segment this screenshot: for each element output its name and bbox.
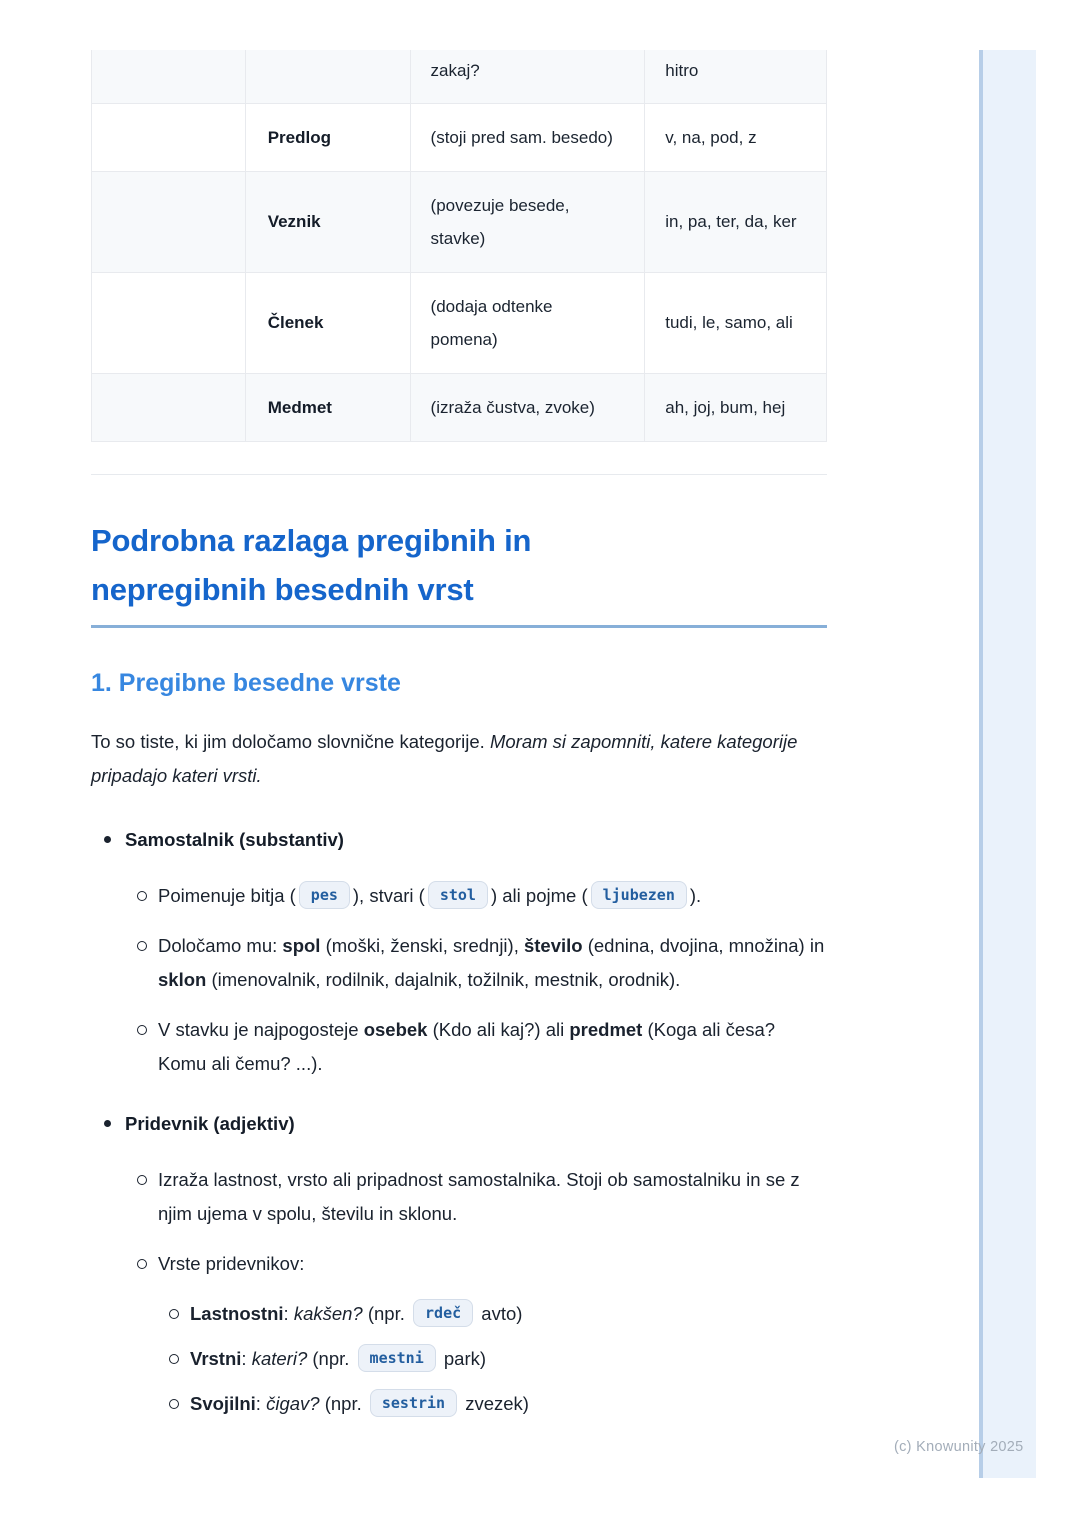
cell-description: (izraža čustva, zvoke) [410, 373, 645, 441]
cell-description: (stoji pred sam. besedo) [410, 103, 645, 171]
text-segment: : [255, 1392, 267, 1414]
text-segment: Lastnostni [190, 1302, 284, 1324]
cell-name [245, 50, 410, 103]
page-edge-strip [979, 50, 1036, 1478]
text-segment: To so tiste, ki jim določamo slovnične kategorije. [91, 730, 490, 752]
text-segment: V stavku je najpogosteje [158, 1018, 364, 1040]
text-segment: park) [438, 1347, 487, 1369]
cell-empty [92, 373, 246, 441]
text-segment: Svojilni [190, 1392, 256, 1414]
cell-name: Členek [245, 272, 410, 373]
text-segment: Določamo mu: [158, 934, 283, 956]
list-item [91, 1247, 827, 1281]
cell-examples: hitro [645, 50, 827, 103]
sub-list-item [91, 1297, 827, 1331]
table-row [92, 373, 827, 441]
sub-list-item [91, 1342, 827, 1376]
text-segment: (npr. [307, 1347, 355, 1369]
page-title-line: Podrobna razlaga pregibnih in [91, 522, 532, 558]
text-segment: : [241, 1347, 252, 1369]
table-row [92, 103, 827, 171]
text-segment: ) ali pojme ( [490, 884, 588, 906]
list-item-topic [91, 1107, 827, 1141]
text-segment: Vrstni [190, 1347, 242, 1369]
topic-title: Samostalnik (substantiv) [125, 828, 344, 850]
cell-description: (povezuje besede, stavke) [410, 171, 645, 272]
text-segment: ), stvari ( [352, 884, 425, 906]
text-segment: predmet [569, 1018, 643, 1040]
text-segment: : [283, 1302, 294, 1324]
text-segment: spol [282, 934, 321, 956]
outline-list [91, 823, 827, 1421]
text-segment: čigav? [266, 1392, 320, 1414]
text-segment: (ednina, dvojina, množina) in [582, 934, 825, 956]
text-segment: (Kdo ali kaj?) ali [427, 1018, 570, 1040]
table-row [92, 171, 827, 272]
word-types-table [91, 50, 827, 442]
list-item [91, 879, 827, 913]
text-segment: Poimenuje bitja ( [158, 884, 296, 906]
sub-list [91, 879, 827, 1081]
text-segment: avto) [476, 1302, 523, 1324]
document-page [91, 0, 827, 1432]
cell-examples: v, na, pod, z [645, 103, 827, 171]
code-chip: rdeč [413, 1299, 473, 1327]
cell-empty [92, 171, 246, 272]
text-segment: število [523, 934, 583, 956]
code-chip: mestni [358, 1344, 436, 1372]
list-item [91, 1163, 827, 1231]
title-underline [91, 625, 827, 628]
section-heading: 1. Pregibne besedne vrste [91, 668, 401, 697]
text-segment: (imenovalnik, rodilnik, dajalnik, tožilnik, mestnik, orodnik). [206, 968, 681, 990]
cell-examples: in, pa, ter, da, ker [645, 171, 827, 272]
cell-description: zakaj? [410, 50, 645, 103]
list-item-topic [91, 823, 827, 857]
sub-list [91, 1163, 827, 1421]
word-types-table-body [92, 50, 827, 441]
cell-name: Medmet [245, 373, 410, 441]
cell-description: (dodaja odtenke pomena) [410, 272, 645, 373]
text-segment: osebek [363, 1018, 428, 1040]
code-chip: ljubezen [591, 881, 687, 909]
text-segment: (Koga ali česa? Komu ali čemu? ...). [158, 1018, 776, 1074]
sub-list-item [91, 1387, 827, 1421]
code-chip: stol [428, 881, 488, 909]
text-segment: (moški, ženski, srednji), [320, 934, 524, 956]
text-segment: Izraža lastnost, vrsto ali pripadnost samostalnika. Stoji ob samostalniku in se z njim ujema v spolu, številu in sklonu. [158, 1168, 800, 1224]
table-row [92, 50, 827, 103]
text-segment: Vrste pridevnikov: [158, 1252, 305, 1274]
list-item [91, 929, 827, 997]
code-chip: sestrin [370, 1389, 457, 1417]
text-segment: (npr. [319, 1392, 367, 1414]
text-segment: zvezek) [460, 1392, 529, 1414]
intro-paragraph [91, 725, 827, 793]
cell-examples: ah, joj, bum, hej [645, 373, 827, 441]
text-segment: ). [689, 884, 702, 906]
page-title [91, 516, 827, 614]
sub-sub-list [91, 1297, 827, 1421]
cell-examples: tudi, le, samo, ali [645, 272, 827, 373]
cell-name: Predlog [245, 103, 410, 171]
table-row [92, 272, 827, 373]
cell-empty [92, 103, 246, 171]
page-title-line: nepregibnih besednih vrst [91, 571, 474, 607]
cell-name: Veznik [245, 171, 410, 272]
text-segment: Moram si zapomniti, katere kategorije pripadajo kateri vrsti. [91, 730, 798, 786]
code-chip: pes [299, 881, 350, 909]
text-segment: (npr. [362, 1302, 411, 1324]
list-item [91, 1013, 827, 1081]
text-segment: sklon [158, 968, 207, 990]
watermark: (c) Knowunity 2025 [894, 1439, 1024, 1455]
text-segment: kakšen? [293, 1302, 363, 1324]
section-divider [91, 474, 827, 475]
topic-title: Pridevnik (adjektiv) [125, 1112, 295, 1134]
cell-empty [92, 50, 246, 103]
cell-empty [92, 272, 246, 373]
text-segment: kateri? [251, 1347, 308, 1369]
